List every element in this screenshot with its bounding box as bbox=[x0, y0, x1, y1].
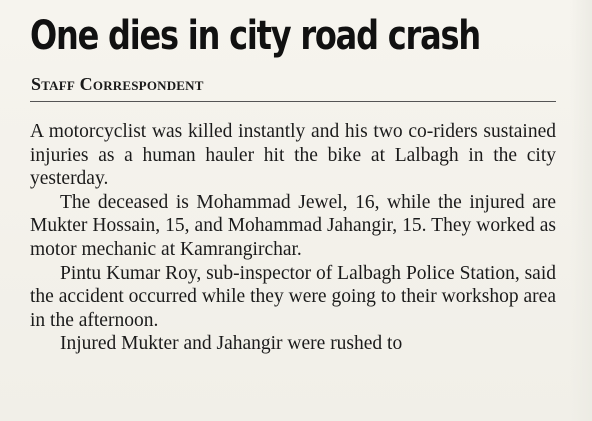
byline: Staff Correspondent bbox=[31, 74, 204, 94]
article-body bbox=[30, 120, 556, 356]
paragraph-4: Injured Mukter and Jahangir were rushed to bbox=[60, 333, 403, 355]
page-edge-shadow bbox=[570, 0, 592, 421]
paragraph-3: Pintu Kumar Roy, sub-inspector of Lalbagh Police Station, said the accident occurred while they were going to their workshop area in the afternoon. bbox=[30, 262, 556, 331]
byline-rule bbox=[30, 101, 556, 102]
paragraph-1: A motorcyclist was killed instantly and his two co-riders sustained injuries as a human hauler hit the bike at Lalbagh in the city yesterday. bbox=[30, 121, 556, 190]
paragraph-2: The deceased is Mohammad Jewel, 16, while the injured are Mukter Hossain, 15, and Mohammad Jahangir, 15. They worked as motor mechanic at Kamrangirchar. bbox=[30, 191, 556, 260]
headline: One dies in city road crash bbox=[30, 13, 480, 59]
